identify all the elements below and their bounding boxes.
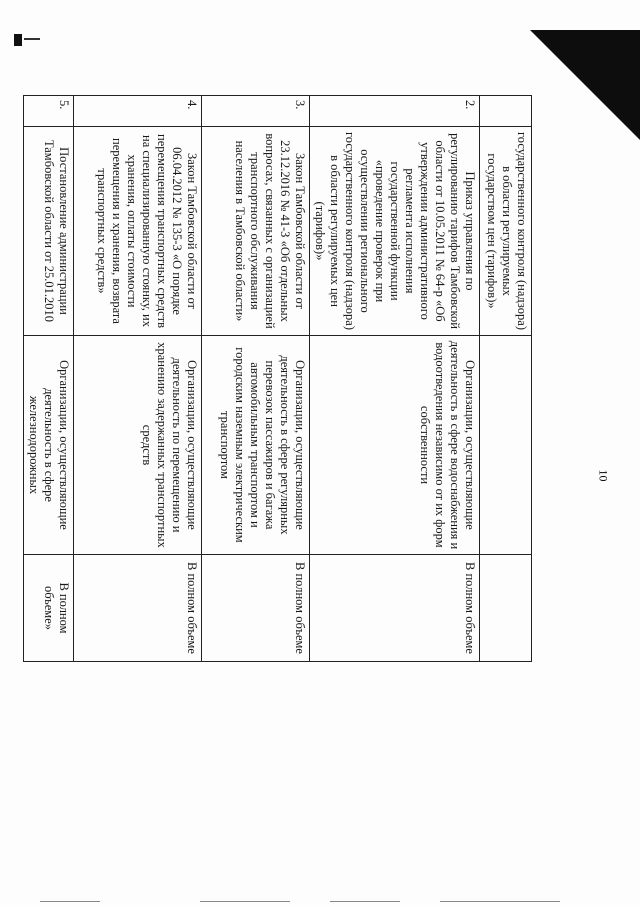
page-number: 10 <box>596 469 611 482</box>
rotated-table-sheet <box>27 95 532 654</box>
row-number: 3. <box>202 96 310 127</box>
scan-mark <box>14 34 22 46</box>
table-row <box>74 96 202 662</box>
scan-artifact <box>440 901 560 902</box>
row-number <box>480 96 532 127</box>
scan-artifact <box>40 901 100 902</box>
row-number: 2. <box>310 96 480 127</box>
folded-corner <box>530 30 640 140</box>
document-cell: государственного контроля (надзора) в области регулируемых государством цен (тарифов)» <box>480 127 532 336</box>
table-row <box>24 96 74 662</box>
organization-cell: Организации, осуществляющие деятельность в сфере железнодорожных <box>24 336 74 555</box>
document-cell: Закон Тамбовской области от 23.12.2016 № 41-З «Об отдельных вопросах, связанных с организацией транспортного обслуживания населения в Тамбовской области» <box>202 127 310 336</box>
organization-cell: Организации, осуществляющие деятельность по перемещению и хранению задержанных транспортных средств <box>74 336 202 555</box>
row-number: 4. <box>74 96 202 127</box>
table-row <box>480 96 532 662</box>
scope-cell <box>480 555 532 662</box>
organization-cell: Организации, осуществляющие деятельность в сфере регулярных перевозок пассажиров и багажа автомобильным транспортом и городским наземным электрическим транспортом <box>202 336 310 555</box>
regulation-table <box>23 95 532 662</box>
organization-cell: Организации, осуществляющие деятельность в сфере водоснабжения и водоотведения независимо от их форм собственности <box>310 336 480 555</box>
scope-cell: В полном объеме <box>202 555 310 662</box>
scope-cell: В полном объеме» <box>24 555 74 662</box>
scope-cell: В полном объеме <box>74 555 202 662</box>
document-cell: Закон Тамбовской области от 06.04.2012 № 135-З «О порядке перемещения транспортных средств на специализированную стоянку, их хранения, оплаты стоимости перемещения и хранения, возврата транспортных средств» <box>74 127 202 336</box>
table-row <box>310 96 480 662</box>
scan-artifact <box>200 901 290 902</box>
row-number: 5. <box>24 96 74 127</box>
scan-mark-line <box>24 38 40 40</box>
scan-artifact <box>330 901 400 902</box>
document-cell: Постановление администрации Тамбовской области от 25.01.2010 <box>24 127 74 336</box>
table-row <box>202 96 310 662</box>
scope-cell: В полном объеме <box>310 555 480 662</box>
organization-cell <box>480 336 532 555</box>
document-cell: Приказ управления по регулированию тарифов Тамбовской области от 10.05.2011 № 64-р «Об утверждении административного регламента исполнения государственной функции «проведение проверок при осуществлении регионального государственного контроля (надзора) в области регулируемых цен (тарифов)» <box>310 127 480 336</box>
